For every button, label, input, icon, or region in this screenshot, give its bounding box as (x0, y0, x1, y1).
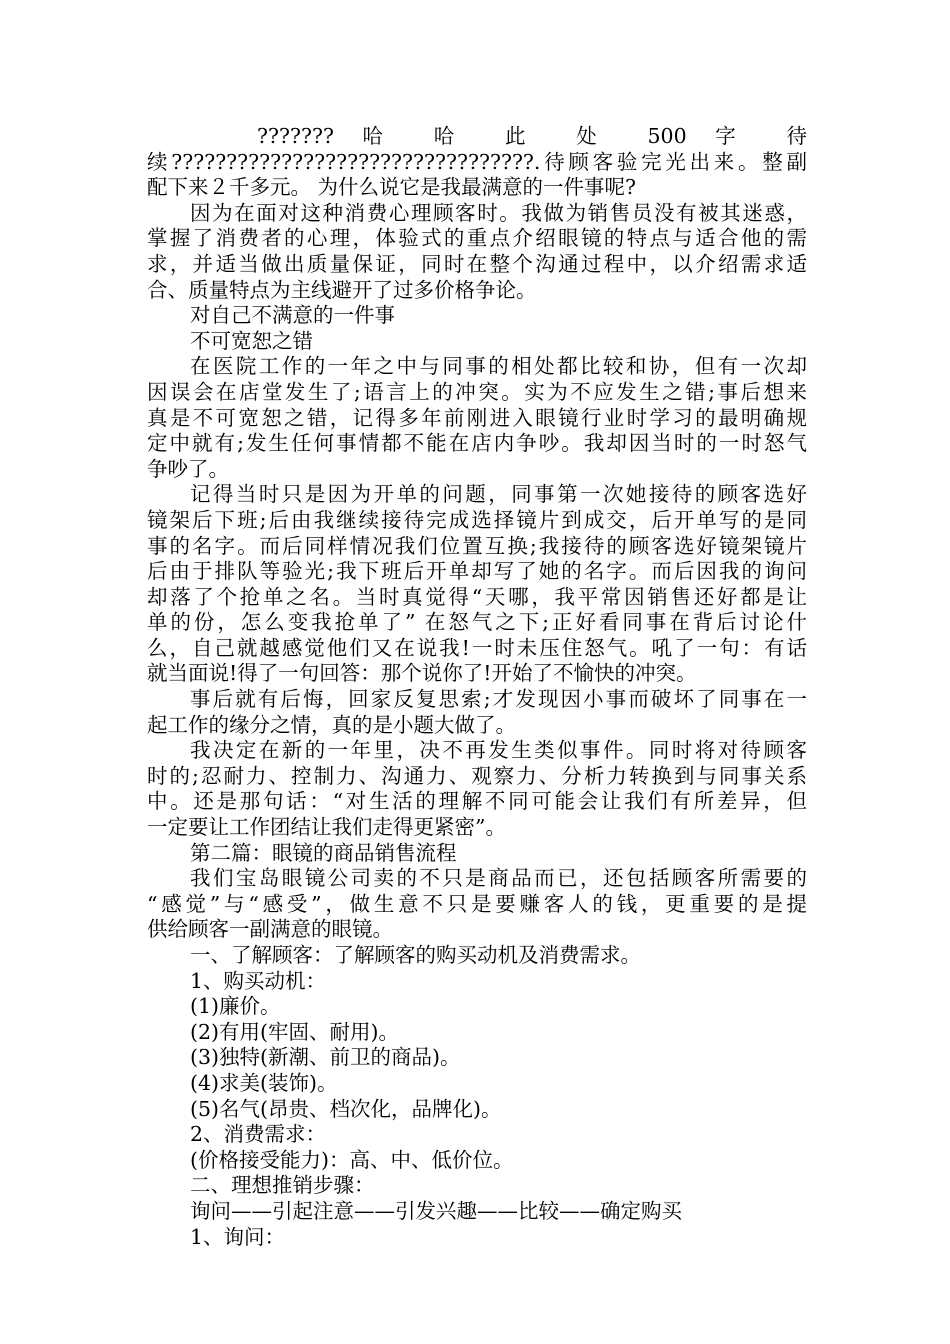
text-line: 镜架后下班;后由我继续接待完成选择镜片到成交，后开单写的是同 (147, 507, 807, 532)
text-line: 续?????????????????????????????????.待顾客验完光出来。整副 (147, 149, 807, 174)
list-heading: 1、购买动机： (190, 968, 327, 993)
text-line: 询问——引起注意——引发兴趣——比较——确定购买 (190, 1198, 682, 1223)
list-heading: 1、询问： (190, 1224, 286, 1249)
list-item: (价格接受能力)：高、中、低价位。 (190, 1147, 514, 1172)
list-heading: 二、理想推销步骤： (190, 1173, 375, 1198)
list-heading: 一、了解顾客：了解顾客的购买动机及消费需求。 (190, 943, 641, 967)
text-line: 起工作的缘分之情，真的是小题大做了。 (147, 712, 516, 737)
text-line: 真是不可宽恕之错，记得多年前刚进入眼镜行业时学习的最明确规 (147, 405, 807, 430)
text-line: 时的;忍耐力、控制力、沟通力、观察力、分析力转换到与同事关系 (147, 763, 807, 788)
text-line: 供给顾客一副满意的眼镜。 (147, 917, 393, 942)
text-line: 一定要让工作团结让我们走得更紧密”。 (147, 815, 506, 840)
text-line: 记得当时只是因为开单的问题，同事第一次她接待的顾客选好 (190, 482, 807, 507)
list-item: (2)有用(牢固、耐用)。 (190, 1019, 400, 1044)
list-item: (5)名气(昂贵、档次化，品牌化)。 (190, 1096, 502, 1121)
text-line: 配下来２千多元。 为什么说它是我最满意的一件事呢? (147, 175, 637, 200)
document-page (147, 124, 807, 1250)
section-heading: 对自己不满意的一件事 (190, 303, 395, 328)
text-line: 争吵了。 (147, 456, 229, 481)
text-line: 单的份，怎么变我抢单了” 在怒气之下;正好看同事在背后讨论什 (147, 610, 807, 635)
text-line: 就当面说!得了一句回答：那个说你了!开始了不愉快的冲突。 (147, 661, 697, 686)
text-line: 我决定在新的一年里，决不再发生类似事件。同时将对待顾客 (190, 738, 807, 763)
text-line: 合、质量特点为主线避开了过多价格争论。 (147, 277, 537, 302)
list-item: (4)求美(装饰)。 (190, 1070, 338, 1095)
text-line: 事的名字。而后同样情况我们位置互换;我接待的顾客选好镜架镜片 (147, 533, 807, 558)
text-line: 在医院工作的一年之中与同事的相处都比较和协，但有一次却 (190, 354, 807, 379)
text-line: 后由于排队等验光;我下班后开单却写了她的名字。而后因我的询问 (147, 559, 807, 584)
text-line: 么，自己就越感觉他们又在说我!一时未压住怒气。吼了一句：有话 (147, 635, 807, 660)
text-line: 掌握了消费者的心理，体验式的重点介绍眼镜的特点与适合他的需 (147, 226, 807, 251)
text-line: ??????? 哈 哈 此 处 500 字 待 (257, 124, 807, 148)
text-line: “感觉”与“感受”，做生意不只是要赚客人的钱，更重要的是提 (147, 891, 807, 916)
list-heading: 2、消费需求： (190, 1122, 327, 1147)
text-line: 事后就有后悔，回家反复思索;才发现因小事而破坏了同事在一 (190, 687, 807, 712)
list-item: (1)廉价。 (190, 994, 281, 1019)
section-heading: 第二篇：眼镜的商品销售流程 (190, 840, 457, 865)
text-line: 却落了个抢单之名。当时真觉得“天哪，我平常因销售还好都是让 (147, 584, 807, 609)
text-line: 因为在面对这种消费心理顾客时。我做为销售员没有被其迷惑， (190, 200, 807, 225)
list-item: (3)独特(新潮、前卫的商品)。 (190, 1045, 461, 1070)
section-heading: 不可宽恕之错 (190, 328, 313, 353)
text-line: 求，并适当做出质量保证，同时在整个沟通过程中，以介绍需求适 (147, 251, 807, 276)
text-line: 因误会在店堂发生了;语言上的冲突。实为不应发生之错;事后想来 (147, 379, 807, 404)
text-line: 我们宝岛眼镜公司卖的不只是商品而已，还包括顾客所需要的 (190, 866, 807, 891)
text-line: 定中就有;发生任何事情都不能在店内争吵。我却因当时的一时怒气 (147, 431, 807, 456)
text-line: 中。还是那句话：“对生活的理解不同可能会让我们有所差异，但 (147, 789, 807, 814)
